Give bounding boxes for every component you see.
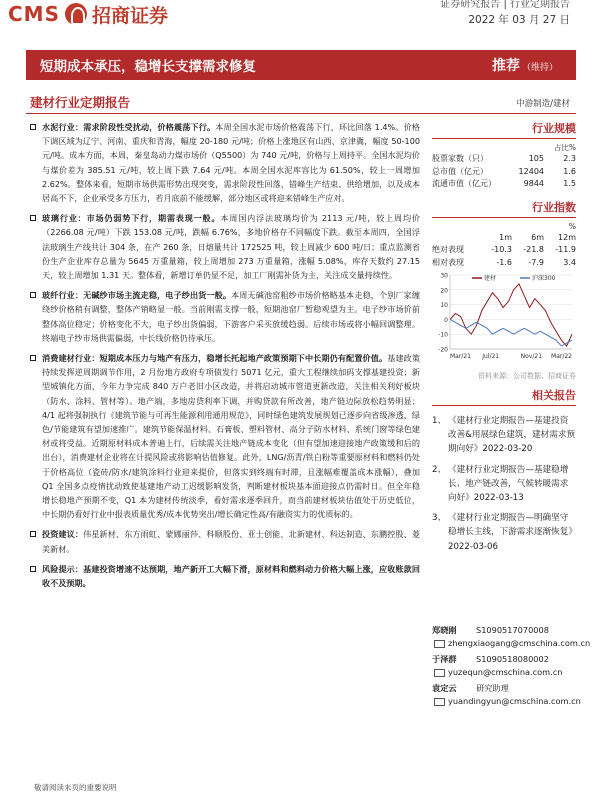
related-text: 《建材行业定期报告—基建稳增长、地产链改善，气候转暖需求向好》2022-03-13 [448, 464, 569, 504]
analyst-email[interactable]: zhengxiaogang@cmschina.com.cn [432, 637, 576, 649]
footer-note: 敬请阅读末页的重要说明 [34, 783, 117, 792]
industry-label: 中游制造/建材 [516, 99, 570, 109]
related-num: 2、 [432, 464, 447, 475]
row-label: 流通市值（亿元） [432, 179, 496, 188]
index-header [432, 232, 576, 245]
paragraph-body: 本周国内浮法玻璃均价为 2113 元/吨，较上周均价（2266.08 元/吨）下跌 153.08 元/吨，跌幅 6.76%，多地价格存不同幅度下跌。截至本周四，全国浮法玻璃生产线共计 304 条，在产 260 条，日熔量共计 172525 吨，较上周减少 600 吨/日；重点监测省份生产企业库存总量为 5645 万重量箱，较上周增加 273 万重量箱，涨幅 5.08%，库存天数约 27.15 天，较上周增加 1.31 天。整体看，新增订单仍显不足，加工厂刚需补货为主，关注成交量持续性。 [42, 213, 420, 281]
related-title: 相关报告 [432, 387, 576, 406]
paragraph-risk [28, 562, 420, 590]
x-tick-label: Mar/22 [551, 353, 572, 360]
analyst-name: 袁定云 [432, 682, 457, 693]
logo-cn: 招商证券 [91, 4, 168, 27]
paragraph-lead: 水泥行业：需求阶段性受扰动，价格震荡下行。 [42, 122, 216, 132]
y-tick-label: 30 [440, 272, 448, 280]
y-tick-label: 10 [440, 302, 448, 310]
related-item[interactable] [432, 414, 576, 457]
y-tick-label: 20 [440, 287, 448, 295]
x-tick-label: Nov/21 [520, 353, 543, 360]
paragraph-lead: 投资建议： [42, 529, 84, 540]
analyst-name: 于泽群 [432, 653, 457, 664]
scale-row [432, 153, 576, 166]
row-12m: -11.9 [555, 245, 576, 254]
report-class: 证券研究报告 | 行业定期报告 [440, 0, 570, 10]
title-banner [26, 50, 576, 80]
bullet-icon [30, 566, 36, 572]
paragraph-body: 本周无碱池窑粗纱市场价格略基本走稳，个别厂家缠绕纱价格稍有调整，整体产销略显一般。当前刚需支撑一般，短期池窑厂暂稳观望为主。电子纱市场价前整体高位稳定；价格变化不大，电子纱出货偏弱，下游客户采买放缓趋弱。后续市场或将小幅回调整理。终端电子纱市场供需偏弱，中长线价格仍待承压。 [42, 290, 420, 343]
y-tick-label: -20 [438, 346, 448, 354]
paragraph-body: 基建政策持续发挥逆周期调节作用，2 月份地方政府专项债发行 5071 亿元，重大工程继续加码支撑基建投资；新型城镇化方面，今年力争完成 840 万户老旧小区改造，并将启动城市管道更新改造，关注相关利好板块（防水、涂料、管材等）。地产端，多地房贷利率下调，并购贷款有所改善，地产链边际放松趋势明显；4/1 起将强制执行《建筑节能与可再生能源利用通用规范》，同时绿色建筑发展规划已逐步向省级渗透，绿色/节能建筑有望加速推广。建筑节能保温材料、石膏板、塑料管材、高分子防水材料、系统门窗等绿色建材或将受益。近期原材料成本普遍上行，后续需关注地产链成本变化（但有望加速迎接地产政策缓和后的出台），消费建材企业将在计提风险或将影响估值修复。此外，LNG/沥青/铁白粉等重要原材料和燃料仍处于价格高位（瓷砖/防水/建筑涂料行业迎来提价，但落实到终端有时滞，且涨幅难覆盖成本涨幅），叠加 Q1 全国多点疫情扰动致使基建地产动工迟缓影响发货，判断建材板块基本面迎接点仍需时日。但全年稳增长稳地产预期不变，Q1 本为建材传统淡季，看好需求逐季回升，而当前建材板块估值处于历史低位，中长期仍看好行业中报表质量优秀/成本优势突出/增长确定性高/有融资实力的优质标的。 [42, 353, 420, 520]
bullet-icon [30, 531, 36, 537]
analyst-email[interactable]: yuandingyun@cmschina.com.cn [432, 695, 576, 707]
analyst-row [432, 682, 576, 694]
paragraph-advice [28, 527, 420, 555]
row-value: 105 [528, 154, 544, 163]
paragraph-fiberglass [28, 288, 420, 345]
scale-row [432, 166, 576, 179]
legend-label: 沪深300 [532, 275, 556, 282]
paragraph-cement [28, 120, 420, 205]
index-unit: % [568, 221, 576, 231]
rating-value: 推荐 [491, 58, 520, 74]
related-list [432, 414, 576, 554]
related-item[interactable] [432, 511, 576, 554]
chart-source: 资料来源：公司数据、招商证券 [478, 372, 576, 380]
bullet-icon [30, 124, 36, 130]
header-6m: 6m [531, 232, 544, 242]
legend-label: 建材 [484, 275, 497, 282]
bullet-icon [30, 355, 36, 361]
report-date: 2022 年 03 月 27 日 [468, 14, 570, 26]
main-content [28, 120, 420, 596]
index-row [432, 244, 576, 257]
paragraph-body: 伟星新材、东方雨虹、蒙娜丽莎、科顺股份、亚士创能、北新建材、科达制造、东鹏控股、菱美新材。 [42, 529, 420, 554]
related-num: 1、 [432, 416, 447, 426]
report-type: 建材行业定期报告 [30, 95, 131, 110]
series-line-csi300 [450, 319, 572, 346]
index-row [432, 257, 576, 270]
rating-note: （维持） [521, 63, 558, 73]
analyst-name: 郑晓刚 [432, 624, 457, 635]
x-tick-label: Jul/21 [482, 353, 500, 360]
paragraph-body: 本周全国水泥市场价格震荡下行，环比回落 1.4%。价格下调区域为辽宁、河南、重庆和青海，幅度 20-180 元/吨；价格上涨地区有山西、京津冀，幅度 50-100 元/吨。成本方面，本周，秦皇岛动力煤市场价（Q5500）为 740 元/吨，价格与上周持平。全国水泥均价与煤价差为 385.51 元/吨，较上周下跌 7.64 元/吨。本周全国水泥库容比为 61.50%，较上一周增加 2.62%。整体来看，短期市场供需形势出现突变，需求阶段性回落，错峰生产结束、供给增加，以及成本居高不下，企业承受多方压力，若月底前不能缓解，部分地区或将迎来错峰生产应对。 [42, 122, 420, 204]
top-bar [0, 0, 600, 40]
x-tick-label: Mar/21 [450, 353, 471, 360]
analyst-cert: S1090518080002 [476, 653, 549, 664]
related-text: 《建材行业定期报告—明确坚守稳增长主线，下游需求逐渐恢复》2022-03-06 [448, 513, 573, 552]
analyst-email[interactable]: yuzequn@cmschina.com.cn [432, 666, 576, 678]
paragraph-lead: 消费建材行业：短期成本压力与地产有压力，稳增长托起地产政策预期下中长期仍有配置价值。 [42, 353, 388, 364]
y-tick-label: 0 [444, 316, 448, 324]
analyst-cert: S1090517070008 [476, 624, 549, 635]
rating [492, 55, 558, 75]
row-6m: -7.9 [528, 257, 544, 267]
row-value: 12404 [518, 166, 544, 176]
divider [26, 113, 576, 114]
related-num: 3、 [432, 513, 447, 524]
analyst-cert: 研究助理 [476, 682, 509, 693]
row-label: 绝对表现 [432, 245, 464, 254]
bullet-icon [30, 215, 36, 221]
row-value: 9844 [523, 179, 544, 188]
paragraph-consumer [28, 351, 420, 521]
row-share: 1.5 [563, 179, 576, 188]
row-label: 股票家数（只） [432, 154, 488, 163]
paragraph-glass [28, 211, 420, 282]
scale-row [432, 178, 576, 191]
index-chart [432, 269, 576, 365]
paragraph-lead: 风险提示：基建投资增速不达预期，地产新开工大幅下滑，原材料和燃料动力价格大幅上涨，应收账款回收不及预期。 [42, 563, 420, 589]
row-share: 1.6 [563, 166, 576, 176]
header-label [432, 232, 480, 245]
bullet-icon [30, 292, 36, 298]
row-6m: -21.8 [523, 245, 544, 254]
header-1m: 1m [499, 232, 512, 242]
related-text: 《建材行业定期报告—基建投资改善&用展绿色建筑，建材需求预期向好》2022-03-20 [448, 416, 576, 455]
sidebar [432, 120, 591, 708]
header-12m: 12m [558, 232, 576, 242]
company-logo [8, 2, 168, 26]
row-12m: 3.4 [563, 257, 576, 267]
paragraph-lead: 玻纤行业：无碱纱市场主流走稳，电子纱出货一般。 [42, 290, 232, 301]
analyst-list [432, 624, 591, 707]
scale-unit: 占比% [553, 143, 576, 152]
row-label: 相对表现 [432, 257, 464, 267]
y-tick-label: -10 [438, 331, 448, 339]
logo-mark-icon [65, 3, 87, 25]
row-1m: -10.3 [491, 245, 512, 254]
analyst-row [432, 653, 576, 665]
report-title: 短期成本承压，稳增长支撑需求修复 [40, 59, 256, 75]
index-title: 行业指数 [432, 199, 576, 218]
row-1m: -1.6 [496, 257, 512, 267]
scale-title: 行业规模 [432, 120, 576, 139]
row-share: 2.3 [563, 154, 576, 163]
analyst-row [432, 624, 576, 636]
logo-en: CMS [8, 2, 60, 26]
related-item[interactable] [432, 463, 576, 506]
row-label: 总市值（亿元） [432, 166, 488, 176]
series-line-building [450, 284, 572, 346]
paragraph-lead: 玻璃行业：市场仍弱势下行，期需表现一般。 [42, 213, 221, 224]
